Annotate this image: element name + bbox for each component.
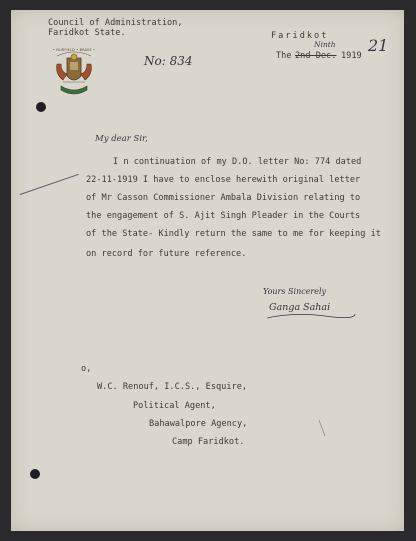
recipient-name: W.C. Renouf, I.C.S., Esquire, [97,382,248,392]
margin-note: 21 [368,36,389,55]
reference-number: No: 834 [144,54,193,68]
letter-sheet [11,10,404,531]
punch-hole [36,102,46,112]
letterhead-line-2: Faridkot State. [48,28,126,38]
pen-stroke [20,174,79,195]
paper-mark-icon [317,418,327,438]
punch-hole [30,469,40,479]
place-name: Faridkot [271,31,329,41]
closing: Yours Sincerely [263,287,327,296]
body-line: of the State- Kindly return the same to me for keeping it [86,229,381,239]
date-prefix: The [276,51,292,61]
body-line: on record for future reference. [86,249,247,259]
date-typed-day: 2nd Dec. [295,51,337,61]
body-line: I n continuation of my D.O. letter No: 774 dated [113,157,362,167]
recipient-to: o, [81,364,92,374]
date-handwritten-day: Ninth [314,40,336,49]
body-line: 22-11-1919 I have to enclose herewith original letter [86,175,361,185]
recipient-camp: Camp Faridkot. [172,437,245,447]
recipient-title: Political Agent, [133,401,216,411]
signature: Ganga Sahai [269,302,331,313]
salutation: My dear Sir, [95,134,148,144]
letterhead-line-1: Council of Administration, [48,18,183,28]
recipient-agency: Bahawalpore Agency, [149,419,248,429]
body-line: of Mr Casson Commissioner Ambala Division relating to [86,193,361,203]
date-year: 1919 [341,51,362,61]
signature-flourish-icon [265,308,357,322]
state-crest-icon [51,46,97,102]
crest-motto: • FAIRFIELD • BRAVE • [52,48,96,52]
body-line: the engagement of S. Ajit Singh Pleader in the Courts [86,211,361,221]
